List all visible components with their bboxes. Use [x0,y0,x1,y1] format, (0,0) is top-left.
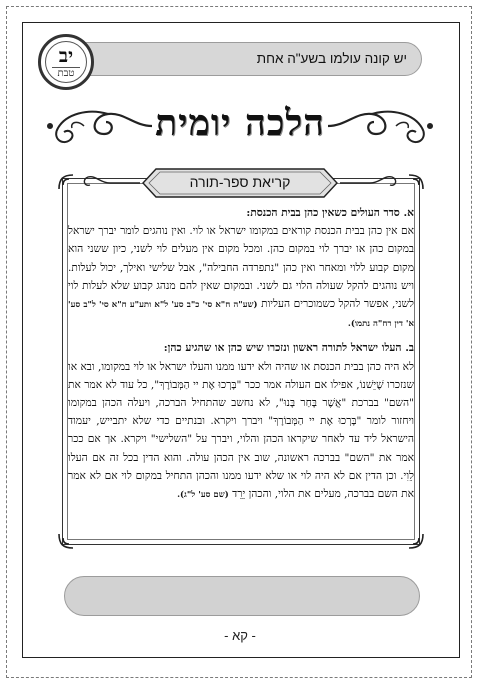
paragraph-a [68,204,414,333]
corner-ornament-top-left [55,171,77,193]
halacha-body [68,204,414,510]
paragraph-a-text: אם אין כהן בבית הכנסת קוראים במקומו ישראל או לוי. ואין נוהגים לומר יברך ישראל במקום כהן או יברך לוי במקום כהן. ומכל מקום אין מעלים לוי לשני, כיון ששני הוא מקום קבוע ללוי ומאחר ואין כהן "נתפרדה החבילה", אבל שלישי ואילך, יכול לעלות. ויש נוהגים להקל שעולה הלוי גם לשני. ובמקום שאין להם מנהג קבוע שלא לעלות לוי לשני, אפשר להקל כשמוכרים העליות [68,225,415,311]
corner-ornament-bottom-right [405,530,427,552]
corner-ornament-bottom-left [55,530,77,552]
paragraph-b [68,339,414,504]
section-title: קריאת ספר-תורה [189,174,291,190]
page-number: - קא - [224,628,256,643]
date-badge-month: טבת [57,68,75,79]
paragraph-b-text: לא היה כהן בבית הכנסת או שהיה ולא ידעו ממנו והעלו ישראל או לוי במקומו, ובא או שנזכרו שֶׁיֵשׁנוֹ, אפילו אם העולה אמר ככר "בָּרְכוּ אֶת יי הַמְּבוֹרָךְ", כל עוד לא אמר את "השם" בברכת "אֲשֶׁר בָּחַר בָּנוּ", לא נחשב שהתחיל הברכה, ויעלה הכהן במקומו ויחזור לומר "בָּרְכוּ אֶת יי הַמְּבוֹרָךְ" ויברך ויקרא. ובנתיים כדי שלא יתבייש, יעמוד הישראל ליד עד לאחר שיקראו הכהן והלוי, ויברך על "השלישי" ויקרא. אך אם ככר אמר את "השם" בברכה ראשונה, שוב אין הכהן עולה. והוא הדין בכל זה אם העלו לֵוִי. וכן הדין אם לא היה לוי או שלא ידעו ממנו והכהן התחיל במקום לוי אם לא אמר את השם בברכה, מעלים את הלוי, והכהן יֵרֵד [68,360,414,501]
right-swirl-ornament [326,104,436,148]
paragraph-a-heading: א. סדר העולים כשאין כהן בבית הכנסת: [246,207,414,219]
footer-bar [64,576,420,616]
date-badge-inner [45,41,87,83]
date-badge [38,34,94,90]
paragraph-b-source: (שם סע' ל"ג). [177,490,229,501]
section-tab [142,168,338,198]
section-tab-left-flourish [80,173,140,193]
header-bar [64,42,422,76]
section-tab-right-flourish [340,173,400,193]
date-badge-day: יב [58,45,74,67]
title-banner [40,96,440,158]
main-title: הלכה יומית [155,102,325,144]
header-title: יש קונה עולמו בשע"ה אחת [256,51,407,66]
corner-ornament-top-right [405,171,427,193]
paragraph-b-heading: ב. העלו ישראל לתורה ראשון ונזכרו שיש כהן או שהגיע כהן: [163,342,414,355]
paragraph-a-source: (שע"ה ח"א סי' כ"ב סע' ל"א ותע"ע ח"א סי' ל"ב סע' א' דין רח"ה נתמו). [68,300,414,330]
